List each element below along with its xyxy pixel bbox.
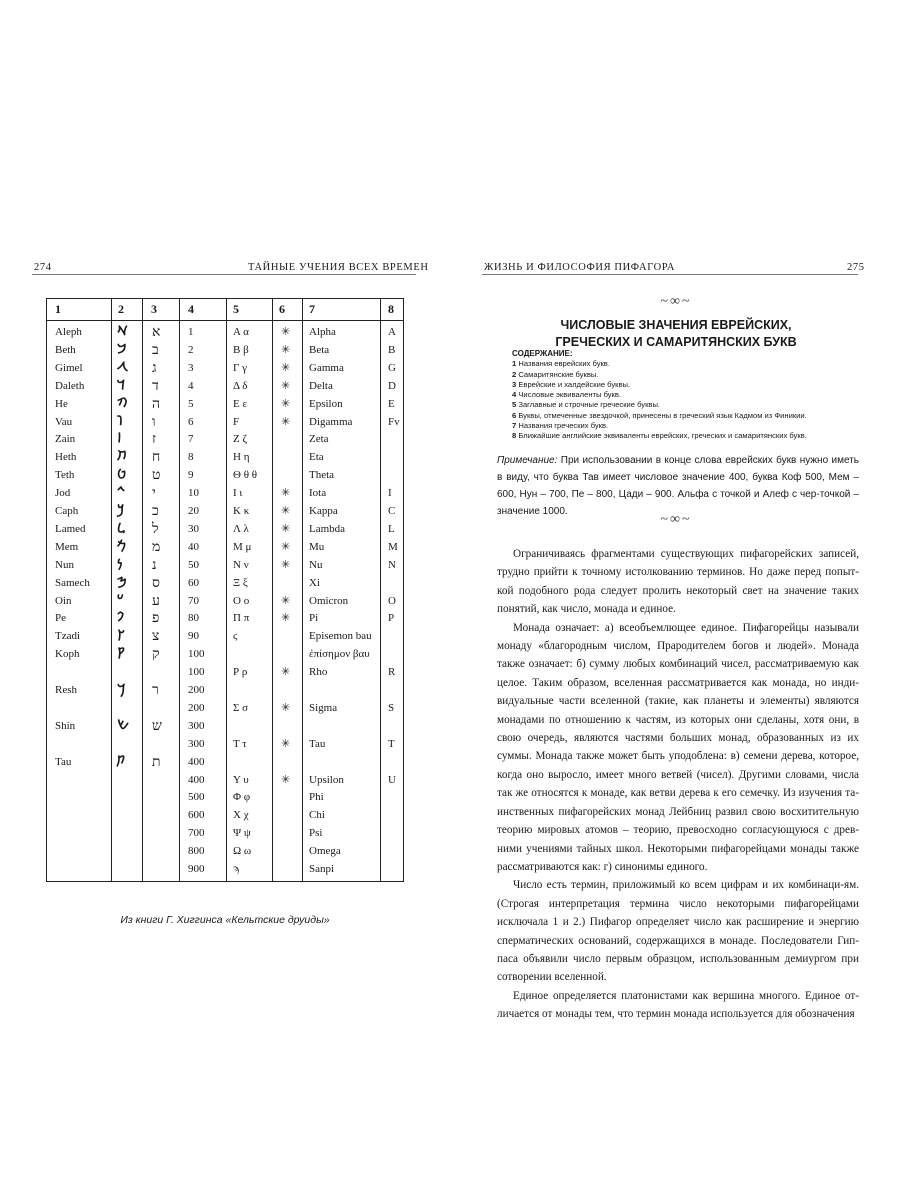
greek-letter-cell: Ν ν <box>233 558 249 571</box>
english-equivalent-cell: B <box>388 343 396 356</box>
contents-item-text: Числовые эквиваленты букв. <box>518 390 622 400</box>
greek-name-cell: Sanpi <box>309 863 335 875</box>
contents-item-text: Ближайшие английские эквиваленты еврейских, греческих и самаритянских букв. <box>518 431 807 441</box>
contents-item-number: 4 <box>512 390 517 400</box>
ornament-icon: ~∞~ <box>660 512 692 527</box>
hebrew-letter-cell: כ <box>152 503 159 519</box>
samaritan-letter-cell: 𐡍 <box>117 556 123 572</box>
table-caption: Из книги Г. Хиггинса «Кельтские друиды» <box>120 914 330 926</box>
hebrew-name-cell: Teth <box>55 469 75 482</box>
cadmus-star-cell: ✳ <box>281 773 291 786</box>
samaritan-letter-cell: 𐡇 <box>117 449 127 465</box>
number-cell: 400 <box>188 773 205 786</box>
contents-item-text: Названия греческих букв. <box>518 421 609 431</box>
hebrew-letter-cell: ה <box>152 395 161 412</box>
cadmus-star-cell: ✳ <box>281 540 291 553</box>
contents-item <box>512 421 852 431</box>
contents-item <box>512 370 852 380</box>
english-equivalent-cell: O <box>388 594 396 607</box>
number-cell: 500 <box>188 791 205 804</box>
hebrew-letter-cell: פ <box>152 610 160 627</box>
greek-name-cell: Mu <box>309 540 325 553</box>
contents-item-text: Буквы, отмеченные звездочкой, принесены в греческий язык Кадмом из Финикии. <box>518 410 807 420</box>
column-divider <box>380 299 381 881</box>
cadmus-star-cell: ✳ <box>281 326 291 338</box>
hebrew-name-cell: Beth <box>55 343 76 356</box>
english-equivalent-cell: I <box>388 487 392 500</box>
left-running-head: ТАЙНЫЕ УЧЕНИЯ ВСЕХ ВРЕМЕН <box>248 262 429 273</box>
samaritan-letter-cell: 𐡀 <box>117 324 128 339</box>
hebrew-letter-cell: נ <box>152 556 157 573</box>
right-page-number: 275 <box>847 262 865 273</box>
samaritan-letter-cell: 𐡃 <box>117 377 126 393</box>
right-header-rule <box>482 274 858 275</box>
greek-name-cell: Digamma <box>309 415 353 428</box>
hebrew-name-cell: Tzadi <box>55 630 81 643</box>
number-cell: 400 <box>188 755 205 768</box>
english-equivalent-cell: E <box>388 397 395 410</box>
number-cell: 300 <box>188 737 205 750</box>
column-divider <box>111 299 112 881</box>
greek-letter-cell: Η η <box>233 451 250 464</box>
cadmus-star-cell: ✳ <box>281 487 291 500</box>
contents-item-number: 5 <box>512 400 517 410</box>
number-cell: 2 <box>188 343 194 356</box>
hebrew-name-cell: Zain <box>55 433 76 446</box>
number-cell: 900 <box>188 863 205 875</box>
contents-item-text: Еврейские и халдейские буквы. <box>518 379 631 389</box>
greek-letter-cell: ϡ <box>233 863 240 875</box>
samaritan-letter-cell: 𐡋 <box>117 520 125 536</box>
number-cell: 9 <box>188 469 194 482</box>
hebrew-name-cell: Lamed <box>55 522 86 535</box>
samaritan-letter-cell: 𐡄 <box>117 395 128 411</box>
contents-item-number: 3 <box>512 379 517 389</box>
greek-name-cell: Lambda <box>309 522 346 535</box>
contents-item <box>512 359 852 369</box>
contents-item-text: Заглавные и строчные греческие буквы. <box>518 400 661 410</box>
hebrew-letter-cell: ז <box>152 431 156 448</box>
number-cell: 50 <box>188 558 199 571</box>
english-equivalent-cell: P <box>388 612 395 625</box>
hebrew-letter-cell: א <box>152 324 161 340</box>
samaritan-letter-cell: 𐡎 <box>117 574 127 590</box>
english-equivalent-cell: M <box>388 540 398 553</box>
greek-name-cell: Chi <box>309 809 325 822</box>
number-cell: 40 <box>188 540 199 553</box>
number-cell: 8 <box>188 451 194 464</box>
greek-name-cell: Gamma <box>309 361 344 374</box>
greek-letter-cell: ϛ <box>233 630 238 643</box>
number-cell: 1 <box>188 326 194 338</box>
hebrew-letter-cell: ג <box>152 359 157 376</box>
samaritan-letter-cell: 𐡂 <box>117 359 128 375</box>
greek-letter-cell: Λ λ <box>233 522 249 535</box>
number-cell: 200 <box>188 701 205 714</box>
greek-name-cell: Epsilon <box>309 397 343 410</box>
contents-item <box>512 380 852 390</box>
hebrew-name-cell: Caph <box>55 505 79 517</box>
title-line: ГРЕЧЕСКИХ И САМАРИТЯНСКИХ БУКВ <box>555 335 797 349</box>
hebrew-letter-cell: מ <box>152 538 161 555</box>
hebrew-name-cell: Jod <box>55 487 71 500</box>
cadmus-star-cell: ✳ <box>281 343 291 356</box>
hebrew-name-cell: Aleph <box>55 326 82 338</box>
samaritan-letter-cell: 𐡕 <box>117 753 126 769</box>
greek-name-cell: Theta <box>309 469 335 482</box>
greek-letter-cell: Μ μ <box>233 540 252 553</box>
samaritan-letter-cell: 𐡏 <box>117 592 124 608</box>
number-cell: 5 <box>188 397 194 410</box>
hebrew-letter-cell: ע <box>152 592 160 609</box>
greek-letter-cell: Ο ο <box>233 594 250 607</box>
hebrew-name-cell: Shin <box>55 719 76 732</box>
english-equivalent-cell: T <box>388 737 395 750</box>
samaritan-letter-cell: 𐡒 <box>117 646 126 662</box>
cadmus-star-cell: ✳ <box>281 397 291 410</box>
column-divider <box>302 299 303 881</box>
cadmus-star-cell: ✳ <box>281 558 291 571</box>
greek-name-cell: Sigma <box>309 701 338 714</box>
samaritan-letter-cell: 𐡁 <box>117 341 127 357</box>
number-cell: 30 <box>188 522 199 535</box>
hebrew-letter-cell: ת <box>152 753 161 770</box>
greek-letter-cell: Ρ ρ <box>233 666 248 679</box>
hebrew-letter-cell: ש <box>152 717 162 734</box>
hebrew-letter-cell: ק <box>152 646 160 663</box>
left-header-rule <box>32 274 416 275</box>
column-divider <box>142 299 143 881</box>
number-cell: 600 <box>188 809 205 822</box>
paragraph: Ограничиваясь фрагментами существующих пифагорейских записей, трудно прийти к точному истолкованию терминов. Но даже перед попыт-кой подобного рода следует пролить некоторый свет на значение таких понятий, как число, монада и единое. <box>497 548 859 616</box>
greek-name-cell: Kappa <box>309 505 338 517</box>
contents-item <box>512 400 852 410</box>
cadmus-star-cell: ✳ <box>281 594 291 607</box>
note-block <box>497 452 859 520</box>
cadmus-star-cell: ✳ <box>281 737 291 750</box>
cadmus-star-cell: ✳ <box>281 612 291 625</box>
english-equivalent-cell: G <box>388 361 396 374</box>
greek-letter-cell: Ψ ψ <box>233 827 251 840</box>
column-header: 6 <box>279 302 285 316</box>
samaritan-letter-cell: 𐡑 <box>117 628 125 644</box>
contents-item-number: 7 <box>512 421 517 431</box>
samaritan-letter-cell: 𐡔 <box>117 717 129 733</box>
greek-letter-cell: Δ δ <box>233 379 248 392</box>
greek-name-cell: Delta <box>309 379 333 392</box>
hebrew-letter-cell: צ <box>152 628 160 645</box>
body-text <box>497 545 859 1024</box>
english-equivalent-cell: R <box>388 666 396 679</box>
greek-letter-cell: Θ θ θ <box>233 469 257 482</box>
contents-item-number: 2 <box>512 369 517 379</box>
hebrew-name-cell: Resh <box>55 684 77 696</box>
greek-letter-cell: Π π <box>233 612 250 625</box>
greek-name-cell: Eta <box>309 451 324 464</box>
greek-letter-cell: Κ κ <box>233 505 250 517</box>
number-cell: 800 <box>188 845 205 858</box>
greek-letter-cell: Β β <box>233 343 249 356</box>
hebrew-letter-cell: ס <box>152 574 160 591</box>
greek-letter-cell: Ξ ξ <box>233 576 248 589</box>
greek-letter-cell: Τ τ <box>233 737 247 750</box>
hebrew-name-cell: Heth <box>55 451 77 464</box>
greek-name-cell: Psi <box>309 827 323 840</box>
greek-letter-cell: Φ φ <box>233 791 251 804</box>
contents-item <box>512 390 852 400</box>
greek-letter-cell: Ω ω <box>233 845 252 858</box>
note-label: Примечание: <box>497 455 558 466</box>
greek-name-cell: Zeta <box>309 433 329 446</box>
contents-item-number: 8 <box>512 431 517 441</box>
hebrew-name-cell: Mem <box>55 540 79 553</box>
cadmus-star-cell: ✳ <box>281 415 291 428</box>
greek-name-cell: Alpha <box>309 326 336 338</box>
contents-item-number: 1 <box>512 359 517 369</box>
column-header: 1 <box>55 302 61 316</box>
greek-name-cell: Rho <box>309 666 328 679</box>
samaritan-letter-cell: 𐡆 <box>117 431 122 447</box>
column-header: 5 <box>233 302 239 316</box>
ornament-icon: ~∞~ <box>660 294 692 309</box>
hebrew-name-cell: Pe <box>55 612 66 625</box>
greek-name-cell: Phi <box>309 791 324 804</box>
number-cell: 200 <box>188 684 205 696</box>
greek-letter-cell: Σ σ <box>233 701 249 714</box>
paragraph: Число есть термин, приложимый ко всем цифрам и их комбинаци-ям. (Строгая интерпретация термина число некоторыми пифагорейцами исключала 1 и 2.) Пифагор определяет число как расширение и энергию сперматических оснований, содержащихся в монаде. Последователи Гип-паса объявили число первым образцом, использованным демиургом при сотворении вселенной. <box>497 879 859 984</box>
hebrew-name-cell: Oin <box>55 594 72 607</box>
number-cell: 100 <box>188 666 205 679</box>
english-equivalent-cell: C <box>388 505 396 517</box>
greek-name-cell: Tau <box>309 737 326 750</box>
greek-name-cell: Pi <box>309 612 319 625</box>
number-cell: 10 <box>188 487 199 500</box>
cadmus-star-cell: ✳ <box>281 522 291 535</box>
hebrew-letter-cell: ו <box>152 413 156 430</box>
cadmus-star-cell: ✳ <box>281 666 291 679</box>
column-header: 7 <box>309 302 315 316</box>
samaritan-letter-cell: 𐡓 <box>117 682 126 697</box>
number-cell: 700 <box>188 827 205 840</box>
section-title <box>486 317 866 351</box>
left-page-number: 274 <box>34 262 52 273</box>
cadmus-star-cell: ✳ <box>281 379 291 392</box>
column-divider <box>226 299 227 881</box>
number-cell: 70 <box>188 594 199 607</box>
english-equivalent-cell: U <box>388 773 396 786</box>
cadmus-star-cell: ✳ <box>281 505 291 517</box>
right-page <box>450 0 900 1200</box>
hebrew-name-cell: Vau <box>55 415 73 428</box>
samaritan-letter-cell: 𐡌 <box>117 538 127 554</box>
hebrew-letter-cell: ח <box>152 449 161 466</box>
hebrew-name-cell: Nun <box>55 558 74 571</box>
number-cell: 3 <box>188 361 194 374</box>
paragraph: Монада означает: а) всеобъемлющее единое. Пифагорейцы называли монаду «благородным числом, Прародителем богов и людей». Монада также означает: б) сумму любых комбинаций чисел, рассматриваемую как целое. Таким образом, вселенная рассматривается как монада, но инди-видуальные части вселенной (такие, как планеты и элементы) являются монадами по отношению к частям, из которых они сделаны, хотя они, в свою очередь, являются частями больших монад, образованных из их суммы. Монада также может быть уподоблена: в) семени дерева, которое, когда оно выросло, имеет много ветвей (чисел). Другими словами, числа так же относятся к монаде, как ветви дерева к его семечку. Из изучения та-инственных пифагорейских монад Лейбниц развил свою восхитительную теорию мировых атомов – теорию, превосходно согласующуюся с древ-ними учениями тайных школ. Некоторыми пифагорейцами монады также рассматриваются как: г) синонимы единого. <box>497 621 859 873</box>
greek-name-cell: Omicron <box>309 594 349 607</box>
english-equivalent-cell: S <box>388 701 395 714</box>
greek-letter-cell: F <box>233 415 240 428</box>
number-cell: 6 <box>188 415 194 428</box>
contents-item-number: 6 <box>512 410 517 420</box>
english-equivalent-cell: A <box>388 326 396 338</box>
cadmus-star-cell: ✳ <box>281 701 291 714</box>
number-cell: 4 <box>188 379 194 392</box>
greek-letter-cell: Ζ ζ <box>233 433 248 446</box>
note-text: При использовании в конце слова еврейских букв нужно иметь в виду, что буква Тав имеет числовое значение 400, буква Коф 500, Мем – 600, Нун – 700, Пе – 800, Цади – 900. Альфа с точкой и Алеф с чер-точкой – значение 1000. <box>497 455 859 517</box>
hebrew-name-cell: Samech <box>55 576 90 589</box>
header-rule <box>47 320 403 321</box>
english-equivalent-cell: N <box>388 558 396 571</box>
number-cell: 7 <box>188 433 194 446</box>
english-equivalent-cell: Fv <box>388 415 400 428</box>
greek-letter-cell: Γ γ <box>233 361 247 374</box>
number-cell: 90 <box>188 630 199 643</box>
greek-name-cell: Nu <box>309 558 323 571</box>
greek-letter-cell: Ι ι <box>233 487 243 500</box>
hebrew-letter-cell: ב <box>152 341 159 358</box>
number-cell: 100 <box>188 648 205 661</box>
hebrew-letter-cell: ט <box>152 467 161 484</box>
column-divider <box>179 299 180 881</box>
hebrew-letter-cell: י <box>152 485 156 502</box>
greek-letter-cell: Χ χ <box>233 809 249 822</box>
samaritan-letter-cell: 𐡉 <box>117 485 126 501</box>
greek-name-cell: Iota <box>309 487 327 500</box>
paragraph: Единое определяется платонистами как вершина многого. Единое от-личается от монады тем, что термин монада используется для обозначения <box>497 989 859 1021</box>
hebrew-name-cell: Koph <box>55 648 80 661</box>
samaritan-letter-cell: 𐡐 <box>117 610 125 626</box>
hebrew-name-cell: Tau <box>55 755 72 768</box>
hebrew-letter-cell: ר <box>152 682 159 698</box>
contents-item <box>512 431 852 441</box>
greek-name-cell: ἐπίσημον βαυ <box>309 648 370 661</box>
english-equivalent-cell: L <box>388 522 395 535</box>
contents-list <box>512 349 852 442</box>
contents-item-text: Самаритянские буквы. <box>518 369 599 379</box>
hebrew-name-cell: Gimel <box>55 361 83 374</box>
number-cell: 300 <box>188 719 205 732</box>
hebrew-name-cell: He <box>55 397 68 410</box>
samaritan-letter-cell: 𐡈 <box>117 467 127 483</box>
number-cell: 60 <box>188 576 199 589</box>
samaritan-letter-cell: 𐡊 <box>117 503 125 518</box>
greek-name-cell: Episemon bau <box>309 630 372 643</box>
greek-name-cell: Omega <box>309 845 341 858</box>
column-header: 8 <box>388 302 394 316</box>
column-header: 4 <box>188 302 194 316</box>
column-divider <box>272 299 273 881</box>
greek-letter-cell: Υ υ <box>233 773 249 786</box>
contents-item-text: Названия еврейских букв. <box>518 359 610 369</box>
contents-item <box>512 411 852 421</box>
contents-heading: СОДЕРЖАНИЕ: <box>512 349 573 358</box>
hebrew-letter-cell: ל <box>152 520 159 537</box>
hebrew-name-cell: Daleth <box>55 379 85 392</box>
english-equivalent-cell: D <box>388 379 396 392</box>
title-line: ЧИСЛОВЫЕ ЗНАЧЕНИЯ ЕВРЕЙСКИХ, <box>560 318 792 332</box>
column-header: 3 <box>151 302 157 316</box>
column-header: 2 <box>118 302 124 316</box>
greek-name-cell: Beta <box>309 343 330 356</box>
greek-letter-cell: Α α <box>233 326 249 338</box>
right-running-head: ЖИЗНЬ И ФИЛОСОФИЯ ПИФАГОРА <box>484 262 676 273</box>
cadmus-star-cell: ✳ <box>281 361 291 374</box>
hebrew-letter-cell: ד <box>152 377 159 394</box>
samaritan-letter-cell: 𐡅 <box>117 413 123 429</box>
letters-table <box>46 298 404 882</box>
greek-name-cell: Xi <box>309 576 320 589</box>
greek-name-cell: Upsilon <box>309 773 344 786</box>
number-cell: 20 <box>188 505 199 517</box>
number-cell: 80 <box>188 612 199 625</box>
greek-letter-cell: Ε ε <box>233 397 248 410</box>
